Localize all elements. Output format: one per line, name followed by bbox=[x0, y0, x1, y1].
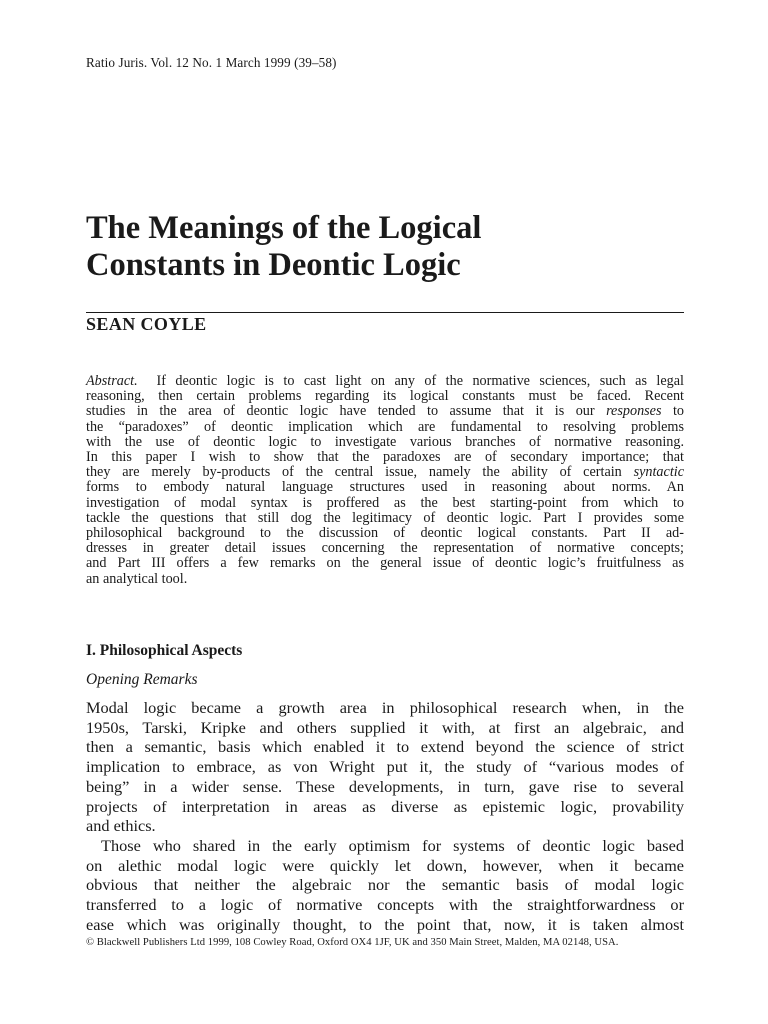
abstract-line: investigation of modal syntax is proffered as the best starting-point from which to bbox=[86, 494, 684, 511]
article-title bbox=[86, 210, 684, 284]
abstract-line: In this paper I wish to show that the paradoxes are of secondary importance; that bbox=[86, 449, 684, 466]
title-rule bbox=[86, 312, 684, 313]
abstract-line: reasoning, then certain problems regarding its logical constants must be faced. Recent bbox=[86, 388, 684, 405]
abstract-line: an analytical tool. bbox=[86, 570, 188, 587]
body-line: being” in a wider sense. These developments, in turn, gave rise to several bbox=[86, 776, 684, 796]
abstract-line: the “paradoxes” of deontic implication which are fundamental to resolving problems bbox=[86, 418, 684, 435]
body-line: Those who shared in the early optimism for systems of deontic logic based bbox=[101, 835, 684, 855]
body-line: on alethic modal logic were quickly let down, however, when it became bbox=[86, 855, 684, 875]
abstract-line: forms to embody natural language structures used in reasoning about norms. An bbox=[86, 479, 684, 496]
abstract-line: tackle the questions that still dog the legitimacy of deontic logic. Part I provides some bbox=[86, 509, 684, 526]
body-line: and ethics. bbox=[86, 816, 156, 836]
body-line: implication to embrace, as von Wright put it, the study of “various modes of bbox=[86, 757, 684, 777]
body-line: obvious that neither the algebraic nor the semantic basis of modal logic bbox=[86, 875, 684, 895]
body-line: ease which was originally thought, to the point that, now, it is taken almost bbox=[86, 914, 684, 934]
paper-page bbox=[86, 0, 684, 1024]
body-line: then a semantic, basis which enabled it to extend beyond the science of strict bbox=[86, 737, 684, 757]
body-line: transferred to a logic of normative concepts with the straightforwardness or bbox=[86, 895, 684, 915]
body-line: 1950s, Tarski, Kripke and others supplied it with, at first an algebraic, and bbox=[86, 717, 684, 737]
body-line: projects of interpretation in areas as diverse as epistemic logic, provability bbox=[86, 796, 684, 816]
abstract-line: with the use of deontic logic to investigate various branches of normative reasoning. bbox=[86, 433, 684, 450]
body-text bbox=[86, 698, 684, 934]
section-heading: I. Philosophical Aspects bbox=[86, 642, 243, 659]
abstract bbox=[86, 374, 684, 587]
abstract-line: dresses in greater detail issues concerning the representation of normative concepts; bbox=[86, 540, 684, 557]
abstract-line: studies in the area of deontic logic have tended to assume that it is our responses to bbox=[86, 403, 684, 420]
abstract-line: Abstract. If deontic logic is to cast light on any of the normative sciences, such as legal bbox=[86, 373, 684, 389]
body-line: Modal logic became a growth area in philosophical research when, in the bbox=[86, 698, 684, 717]
title-line-2: Constants in Deontic Logic bbox=[86, 247, 461, 283]
abstract-line: they are merely by-products of the central issue, namely the ability of certain syntactic bbox=[86, 464, 685, 481]
subsection-heading: Opening Remarks bbox=[86, 671, 198, 688]
author-name: SEAN COYLE bbox=[86, 314, 207, 334]
abstract-line: philosophical background to the discussion of deontic logical constants. Part II ad- bbox=[86, 525, 684, 542]
abstract-line: and Part III offers a few remarks on the general issue of deontic logic’s fruitfulness as bbox=[86, 555, 684, 572]
copyright-footer: © Blackwell Publishers Ltd 1999, 108 Cowley Road, Oxford OX4 1JF, UK and 350 Main Street, Malden, MA 02148, USA. bbox=[86, 937, 619, 948]
abstract-label: Abstract. bbox=[86, 373, 138, 389]
journal-reference: Ratio Juris. Vol. 12 No. 1 March 1999 (39–58) bbox=[86, 55, 337, 70]
title-line-1: The Meanings of the Logical bbox=[86, 210, 482, 246]
